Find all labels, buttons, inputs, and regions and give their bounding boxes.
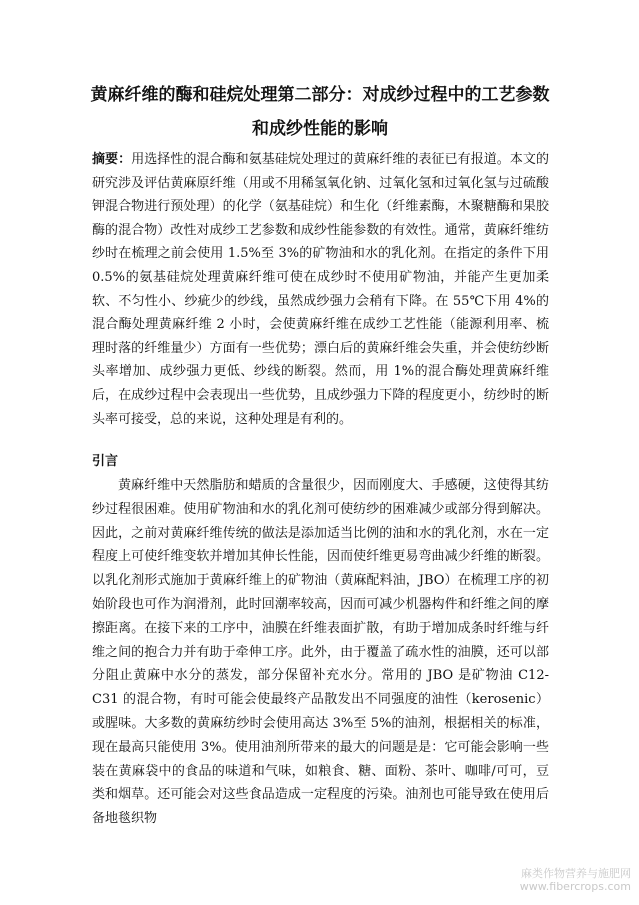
- watermark-site-url: www.fibercrops.com: [519, 880, 631, 893]
- watermark-site-name: 麻类作物营养与施肥网: [521, 867, 631, 880]
- section-heading-introduction: 引言: [92, 454, 119, 469]
- site-watermark: [520, 867, 631, 893]
- paper-title: 黄麻纤维的酶和硅烷处理第二部分：对成纱过程中的工艺参数和成纱性能的影响: [90, 85, 550, 139]
- abstract-label: 摘要：: [92, 152, 132, 167]
- introduction-paragraph: 黄麻纤维中天然脂肪和蜡质的含量很少，因而刚度大、手感硬，这使得其纺纱过程很困难。使用矿物油和水的乳化剂可使纺纱的困难减少或部分得到解决。因此，之前对黄麻纤维传统的做法是添加适当比例的油和水的乳化剂，水在一定程度上可使纤维变软并增加其伸长性能，因而使纤维更易弯曲减少纤维的断裂。以乳化剂形式施加于黄麻纤维上的矿物油（黄麻配料油，JBO）在梳理工序的初始阶段也可作为润滑剂，此时回潮率较高，因而可减少机器构件和纤维之间的摩擦距离。在接下来的工序中，油膜在纤维表面扩散，有助于增加成条时纤维与纤维之间的抱合力并有助于牵伸工序。此外，由于覆盖了疏水性的油膜，还可以部分阻止黄麻中水分的蒸发，部分保留补充水分。常用的 JBO 是矿物油 C12- C31 的混合物，有时可能会使最终产品散发出不同强度的油性（kerosenic）或腥味。大多数的黄麻纺纱时会使用高达 3%至 5%的油剂，根据相关的标准，现在最高只能使用 3%。使用油剂所带来的最大的问题是是：它可能会影响一些装在黄麻袋中的食品的味道和气味，如粮食、糖、面粉、茶叶、咖啡/可可，豆类和烟草。还可能会对这些食品造成一定程度的污染。油剂也可能导致在使用后备地毯织物: [92, 478, 549, 827]
- abstract-paragraph: [92, 148, 549, 431]
- abstract-text: 用选择性的混合酶和氨基硅烷处理过的黄麻纤维的表征已有报道。本文的研究涉及评估黄麻原纤维（用或不用稀氢氧化钠、过氧化氢和过氧化氢与过硫酸钾混合物进行预处理）的化学（氨基硅烷）和生化（纤维素酶，木聚糖酶和果胶酶的混合物）改性对成纱工艺参数和成纱性能参数的有效性。通常，黄麻纤维纺纱时在梳理之前会使用 1.5%至 3%的矿物油和水的乳化剂。在指定的条件下用 0.5%的氨基硅烷处理黄麻纤维可使在成纱时不使用矿物油，并能产生更加柔软、不匀性小、纱疵少的纱线，虽然成纱强力会稍有下降。在 55℃下用 4%的混合酶处理黄麻纤维 2 小时，会使黄麻纤维在成纱工艺性能（能源利用率、梳理时落的纤维量少）方面有一些优势；漂白后的黄麻纤维会失重，并会使纺纱断头率增加、成纱强力更低、纱线的断裂。然而，用 1%的混合酶处理黄麻纤维后，在成纱过程中会表现出一些优势，且成纱强力下降的程度更小，纺纱时的断头率可接受，总的来说，这种处理是有利的。: [92, 152, 549, 427]
